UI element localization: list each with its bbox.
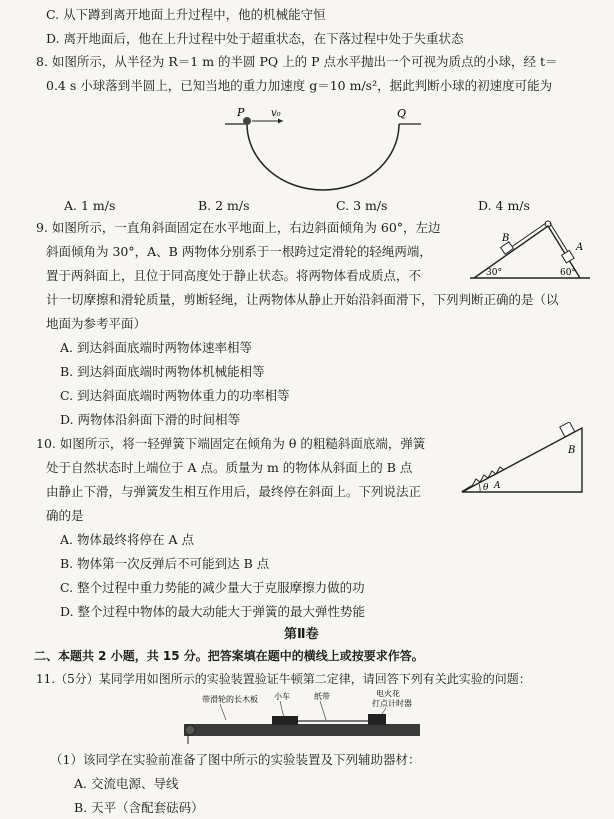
q9-option-d: D. 两物体沿斜面下滑的时间相等 [60, 412, 241, 427]
q9-option-a: A. 到达斜面底端时两物体速率相等 [60, 340, 252, 355]
q9-option-c: C. 到达斜面底端时两物体重力的功率相等 [60, 388, 290, 403]
q8-option-a: A. 1 m/s [64, 198, 116, 213]
section2-heading: 二、本题共 2 小题，共 15 分。把答案填在题中的横线上或按要求作答。 [34, 649, 424, 663]
q11-stem: 11.（5分）某同学用如图所示的实验装置验证牛顿第二定律，请回答下列有关此实验的问题： [36, 672, 531, 686]
q11-paper-tape [298, 720, 370, 722]
q10-option-a: A. 物体最终将停在 A 点 [60, 532, 194, 547]
q10-option-c: C. 整个过程中重力势能的减少量大于克服摩擦力做的功 [60, 580, 365, 595]
q9-angle-30: 30° [486, 268, 502, 278]
q11-cart [272, 716, 298, 725]
q8-arrowhead [278, 119, 283, 124]
q8-stem-line1: 8. 如图所示，从半径为 R＝1 m 的半圆 PQ 上的 P 点水平抛出一个可视为质点的小球，经 t＝ [36, 54, 558, 69]
q10-block [560, 422, 575, 437]
q10-label-theta: θ [483, 483, 489, 493]
q8-option-b: B. 2 m/s [198, 198, 250, 213]
q8-semicircle-figure [225, 104, 425, 196]
q10-option-d: D. 整个过程中物体的最大动能大于弹簧的最大弹性势能 [60, 604, 366, 619]
part2-title: 第Ⅱ卷 [284, 627, 319, 642]
q9-stem-line4: 计一切摩擦和滑轮质量，剪断轻绳，让两物体从静止开始沿斜面滑下，下列判断正确的是（以 [46, 292, 559, 307]
q8-semicircle-arc [247, 124, 399, 190]
q9-rope-left [510, 223, 546, 248]
q11-sub1: （1）该同学在实验前准备了图中所示的实验装置及下列辅助器材： [50, 752, 421, 767]
q11-leader-tape [320, 701, 326, 720]
q10-stem-line3: 由静止下滑，与弹簧发生相互作用后，最终停在斜面上。下列说法正 [46, 484, 422, 499]
q11-option-a: A. 交流电源、导线 [74, 776, 179, 791]
q11-label-timer1: 电火花 [376, 690, 400, 698]
q10-stem-line1: 10. 如图所示，将一轻弹簧下端固定在倾角为 θ 的粗糙斜面底端，弹簧 [36, 436, 426, 451]
q11-label-cart: 小车 [274, 692, 290, 701]
q11-leader-cart [280, 701, 284, 718]
q7-option-c: C. 从下蹲到离开地面上升过程中，他的机械能守恒 [46, 7, 326, 22]
q8-option-d: D. 4 m/s [478, 198, 530, 213]
q10-stem-line4: 确的是 [46, 508, 84, 523]
q10-label-b: B [568, 445, 576, 456]
q9-stem-line5: 地面为参考平面） [46, 316, 147, 331]
q10-stem-line2: 处于自然状态时上端位于 A 点。质量为 m 的物体从斜面上的 B 点 [46, 460, 413, 475]
q10-label-a: A [494, 481, 501, 491]
q11-long-board [184, 724, 420, 736]
q9-stem-line3: 置于两斜面上，且位于同高度处于静止状态。将两物体看成质点，不 [46, 268, 422, 283]
q8-label-v0: v₀ [271, 108, 281, 119]
q9-stem-line2: 斜面倾角为 30°，A、B 两物体分别系于一根跨过定滑轮的轻绳两端， [46, 244, 432, 259]
q9-stem-line1: 9. 如图所示，一直角斜面固定在水平地面上，右边斜面倾角为 60°，左边 [36, 220, 441, 235]
q10-option-b: B. 物体第一次反弹后不可能到达 B 点 [60, 556, 270, 571]
q11-label-tape: 纸带 [314, 692, 330, 701]
q8-stem-line2: 0.4 s 小球落到半圆上，已知当地的重力加速度 g＝10 m/s²，据此判断小球的初速度可能为 [46, 78, 553, 93]
q7-option-d: D. 离开地面后，他在上升过程中处于超重状态，在下落过程中处于失重状态 [46, 31, 464, 46]
q11-apparatus-figure [180, 690, 425, 746]
q9-rope-right [550, 223, 568, 252]
q11-label-board: 带滑轮的长木板 [202, 695, 258, 704]
q11-label-timer2: 打点计时器 [372, 699, 412, 708]
q8-label-p: P [237, 106, 245, 119]
q9-angle-60: 60° [560, 268, 576, 278]
q8-option-c: C. 3 m/s [336, 198, 388, 213]
q11-option-b: B. 天平（含配套砝码） [74, 800, 204, 815]
q9-option-b: B. 到达斜面底端时两物体机械能相等 [60, 364, 265, 379]
q10-angle-arc [479, 484, 480, 492]
q11-leader-board [220, 704, 226, 720]
q11-pulley [185, 725, 195, 735]
q9-incline-figure [464, 218, 594, 286]
q10-spring-base [462, 486, 472, 492]
q10-spring-incline-figure [458, 422, 598, 498]
q9-label-b: B [502, 233, 510, 244]
q8-label-q: Q [397, 107, 407, 120]
q9-label-a: A [576, 242, 584, 253]
q11-timer [368, 714, 386, 725]
